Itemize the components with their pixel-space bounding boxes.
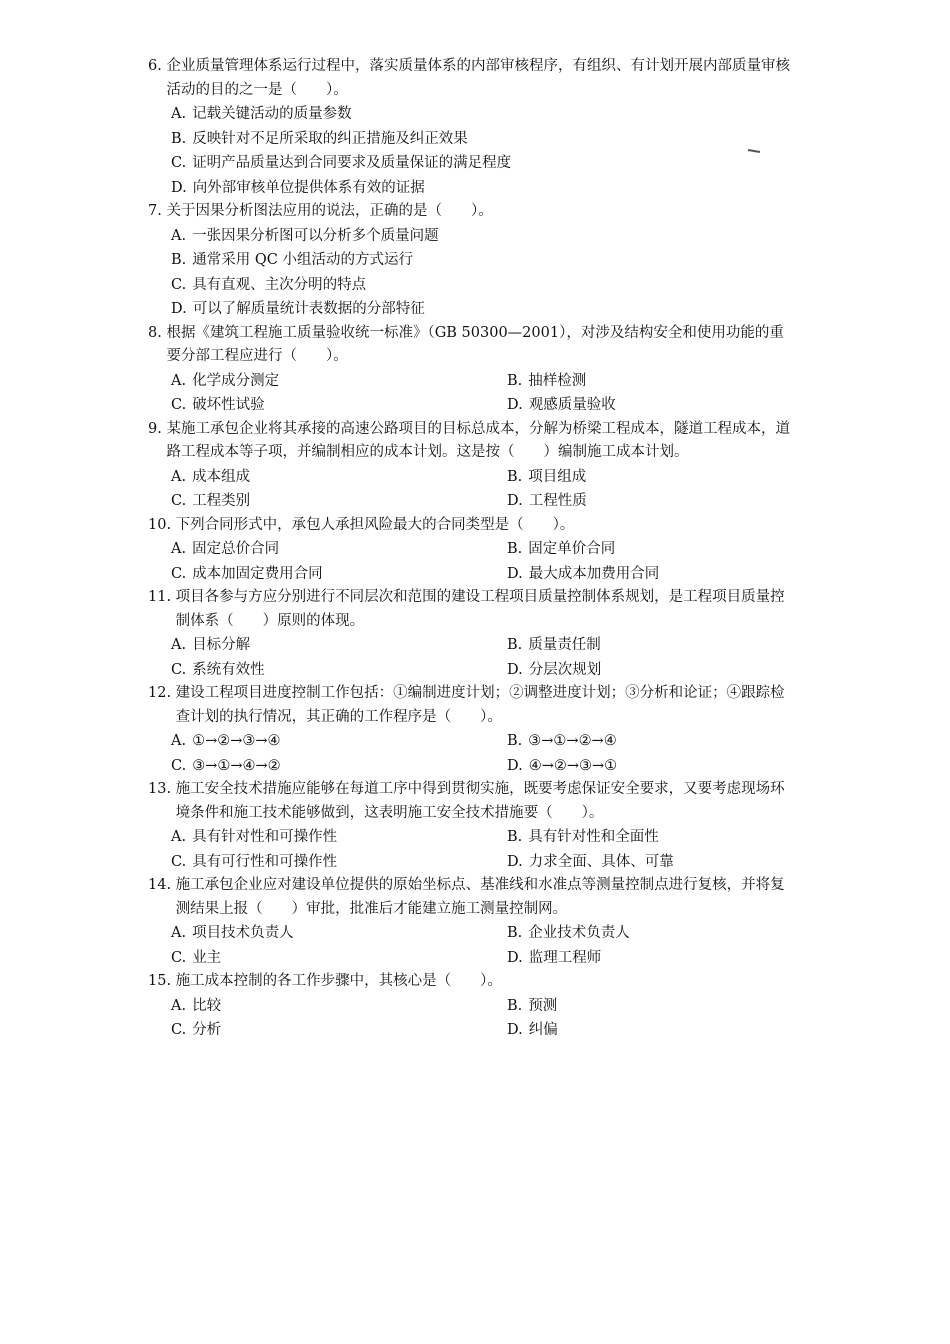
option-list: [0, 729, 950, 778]
option-d: [507, 562, 767, 587]
option-text: 破坏性试验: [192, 397, 265, 413]
question-text: 施工成本控制的各工作步骤中，其核心是（ ）。: [175, 973, 502, 989]
option-text: 证明产品质量达到合同要求及质量保证的满足程度: [192, 155, 512, 171]
option-d: [507, 658, 767, 683]
option-letter: C.: [171, 276, 187, 293]
option-b: [507, 994, 767, 1019]
option-c: [171, 850, 507, 875]
option-list: [0, 224, 950, 322]
option-letter: D.: [507, 661, 523, 678]
question-number: 11.: [148, 589, 172, 605]
option-b: [507, 633, 767, 658]
option-b: [507, 729, 767, 754]
option-letter: B.: [507, 829, 523, 845]
option-text: 工程类别: [192, 493, 251, 509]
question-number: 7.: [148, 203, 162, 219]
option-letter: D.: [507, 853, 523, 870]
question-stem: [0, 514, 950, 538]
option-text: 企业技术负责人: [528, 925, 630, 941]
option-letter: A.: [171, 829, 187, 845]
question-text: 某施工承包企业将其承接的高速公路项目的目标总成本，分解为桥梁工程成本，隧道工程成本，道路工程成本等子项，并编制相应的成本计划。这是按（ ）编制施工成本计划。: [166, 420, 790, 460]
option-text: 具有可行性和可操作性: [192, 853, 338, 870]
option-letter: C.: [171, 757, 187, 774]
option-text: 向外部审核单位提供体系有效的证据: [192, 179, 425, 196]
option-text: 目标分解: [192, 637, 251, 653]
option-text: 项目组成: [528, 468, 587, 485]
option-text: 具有直观、主次分明的特点: [192, 276, 367, 293]
option-letter: B.: [507, 997, 523, 1014]
option-text: 记载关键活动的质量参数: [192, 106, 352, 122]
option-letter: A.: [171, 997, 187, 1014]
option-d: [507, 393, 767, 418]
option-text: 观感质量验收: [528, 397, 616, 413]
option-letter: B.: [507, 372, 523, 389]
question-text: 下列合同形式中，承包人承担风险最大的合同类型是（ ）。: [175, 516, 575, 533]
question-stem: [0, 682, 950, 729]
option-text: ④→②→③→①: [528, 757, 618, 774]
option-letter: B.: [171, 252, 187, 268]
option-c: [171, 658, 507, 683]
option-a: [0, 102, 950, 127]
option-letter: A.: [171, 372, 187, 389]
question-stem: [0, 874, 950, 921]
option-list: [0, 465, 950, 514]
question-number: 13.: [148, 781, 172, 797]
question-12: [0, 682, 950, 778]
option-b: [507, 825, 767, 850]
option-b: [507, 465, 767, 490]
option-list: [0, 921, 950, 970]
option-letter: C.: [171, 949, 187, 966]
option-a: [171, 369, 507, 394]
question-text: 根据《建筑工程施工质量验收统一标准》（GB 50300—2001），对涉及结构安全和使用功能的重要分部工程应进行（ ）。: [166, 324, 784, 364]
option-text: 项目技术负责人: [192, 925, 294, 941]
option-letter: A.: [171, 733, 187, 749]
option-b: [507, 537, 767, 562]
option-d: [507, 489, 767, 514]
option-letter: C.: [171, 661, 187, 678]
question-stem: [0, 418, 950, 465]
option-letter: C.: [171, 565, 187, 582]
option-a: [171, 465, 507, 490]
option-text: 分析: [192, 1022, 222, 1038]
option-text: 可以了解质量统计表数据的分部特征: [192, 301, 425, 317]
option-d: [507, 754, 767, 779]
option-text: 成本组成: [192, 468, 251, 485]
option-letter: D.: [507, 565, 523, 582]
option-letter: B.: [507, 925, 523, 941]
option-c: [171, 754, 507, 779]
option-text: 一张因果分析图可以分析多个质量问题: [192, 227, 439, 244]
option-text: 业主: [192, 949, 222, 966]
question-13: [0, 778, 950, 874]
option-text: 比较: [192, 997, 222, 1014]
option-letter: D.: [171, 179, 187, 196]
question-number: 8.: [148, 324, 162, 341]
option-list: [0, 537, 950, 586]
question-text: 项目各参与方应分别进行不同层次和范围的建设工程项目质量控制体系规划，是工程项目质量控制体系（ ）原则的体现。: [175, 589, 785, 629]
option-text: 分层次规划: [528, 661, 602, 678]
option-letter: B.: [171, 130, 187, 147]
question-number: 10.: [148, 516, 172, 533]
option-letter: B.: [507, 733, 523, 749]
option-a: [171, 994, 507, 1019]
option-a: [0, 224, 950, 249]
option-letter: D.: [507, 397, 523, 413]
option-text: ③→①→④→②: [192, 757, 281, 774]
question-number: 12.: [148, 685, 172, 701]
option-letter: A.: [171, 925, 187, 941]
option-letter: A.: [171, 227, 187, 244]
option-list: [0, 102, 950, 200]
option-letter: A.: [171, 468, 187, 485]
option-d: [0, 297, 950, 322]
question-number: 6.: [148, 58, 162, 74]
option-letter: D.: [507, 757, 523, 774]
option-a: [171, 633, 507, 658]
option-b: [507, 369, 767, 394]
option-text: 化学成分测定: [192, 372, 280, 389]
question-list: [0, 55, 950, 1043]
question-stem: [0, 586, 950, 633]
option-a: [171, 825, 507, 850]
option-text: 抽样检测: [528, 372, 587, 389]
option-text: 系统有效性: [192, 661, 265, 678]
option-text: 固定总价合同: [192, 541, 280, 557]
option-text: 预测: [528, 997, 558, 1014]
option-text: 纠偏: [528, 1022, 558, 1038]
question-10: [0, 514, 950, 587]
option-text: 固定单价合同: [528, 541, 616, 557]
option-c: [171, 393, 507, 418]
option-text: 监理工程师: [528, 949, 602, 966]
option-text: 力求全面、具体、可靠: [528, 853, 674, 870]
option-b: [0, 127, 950, 152]
option-letter: C.: [171, 1022, 187, 1038]
option-letter: C.: [171, 853, 187, 870]
option-list: [0, 633, 950, 682]
option-letter: D.: [507, 949, 523, 966]
option-text: 具有针对性和可操作性: [192, 829, 338, 845]
question-6: [0, 55, 950, 200]
option-letter: D.: [507, 493, 523, 509]
option-a: [171, 921, 507, 946]
question-text: 企业质量管理体系运行过程中，落实质量体系的内部审核程序，有组织、有计划开展内部质量审核活动的目的之一是（ ）。: [166, 58, 790, 98]
option-d: [507, 850, 767, 875]
option-b: [0, 248, 950, 273]
option-text: 工程性质: [528, 493, 587, 509]
option-d: [0, 176, 950, 201]
question-number: 14.: [148, 877, 172, 893]
option-letter: C.: [171, 397, 187, 413]
option-letter: C.: [171, 493, 187, 509]
option-text: 质量责任制: [528, 637, 601, 653]
option-letter: B.: [507, 637, 523, 653]
option-d: [507, 1018, 767, 1043]
option-letter: B.: [507, 541, 523, 557]
option-letter: C.: [171, 155, 187, 171]
option-b: [507, 921, 767, 946]
option-text: 成本加固定费用合同: [192, 565, 323, 582]
option-text: 反映针对不足所采取的纠正措施及纠正效果: [192, 130, 468, 147]
option-letter: A.: [171, 106, 187, 122]
question-text: 施工安全技术措施应能够在每道工序中得到贯彻实施，既要考虑保证安全要求，又要考虑现场环境条件和施工技术能够做到，这表明施工安全技术措施要（ ）。: [175, 781, 785, 821]
option-a: [171, 729, 507, 754]
question-text: 施工承包企业应对建设单位提供的原始坐标点、基准线和水准点等测量控制点进行复核，并将复测结果上报（ ）审批，批准后才能建立施工测量控制网。: [175, 877, 785, 917]
question-stem: [0, 778, 950, 825]
option-text: 通常采用 QC 小组活动的方式运行: [192, 252, 413, 268]
question-text: 建设工程项目进度控制工作包括：①编制进度计划；②调整进度计划；③分析和论证；④跟踪检查计划的执行情况，其正确的工作程序是（ ）。: [175, 685, 785, 725]
question-14: [0, 874, 950, 970]
option-c: [171, 946, 507, 971]
question-stem: [0, 200, 950, 224]
question-11: [0, 586, 950, 682]
question-stem: [0, 55, 950, 102]
option-c: [171, 489, 507, 514]
option-c: [171, 562, 507, 587]
option-text: 具有针对性和全面性: [528, 829, 659, 845]
question-number: 15.: [148, 973, 172, 989]
question-9: [0, 418, 950, 514]
option-list: [0, 825, 950, 874]
option-letter: D.: [171, 301, 187, 317]
option-d: [507, 946, 767, 971]
question-number: 9.: [148, 420, 162, 437]
option-c: [0, 151, 950, 176]
question-text: 关于因果分析图法应用的说法，正确的是（ ）。: [166, 203, 493, 219]
option-text: 最大成本加费用合同: [528, 565, 660, 582]
option-letter: A.: [171, 541, 187, 557]
option-text: ①→②→③→④: [192, 733, 281, 749]
option-text: ③→①→②→④: [528, 733, 617, 749]
option-c: [171, 1018, 507, 1043]
option-letter: D.: [507, 1022, 523, 1038]
option-letter: B.: [507, 468, 523, 485]
option-list: [0, 369, 950, 418]
question-7: [0, 200, 950, 322]
option-list: [0, 994, 950, 1043]
option-letter: A.: [171, 637, 187, 653]
option-c: [0, 273, 950, 298]
question-15: [0, 970, 950, 1043]
question-stem: [0, 970, 950, 994]
question-stem: [0, 322, 950, 369]
question-8: [0, 322, 950, 418]
option-a: [171, 537, 507, 562]
